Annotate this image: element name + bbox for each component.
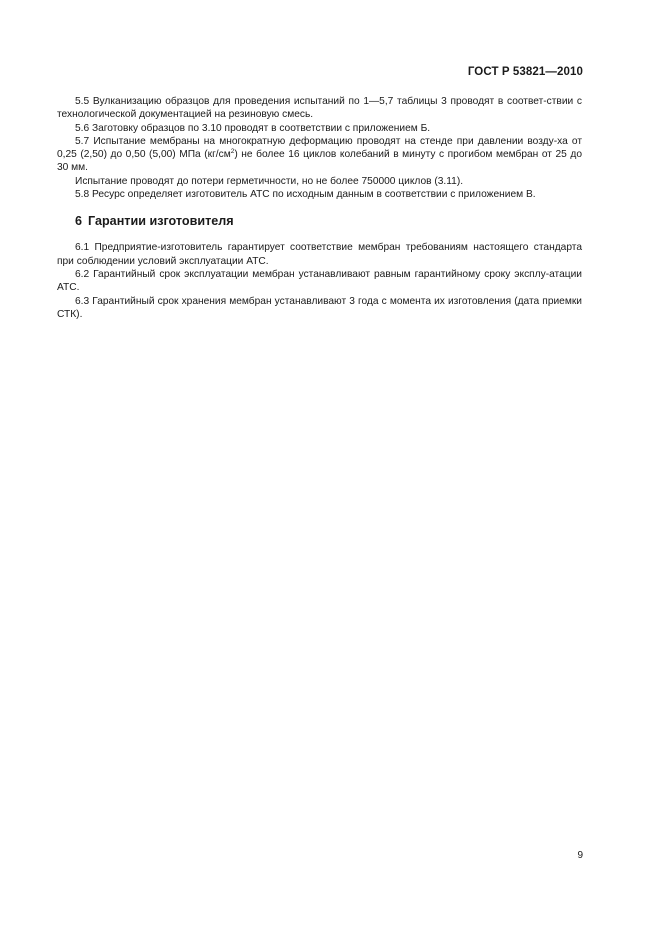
paragraph-5-8: 5.8 Ресурс определяет изготовитель АТС по исходным данным в соответствии с приложением В. [75,189,536,201]
page-number: 9 [577,850,583,861]
paragraph-5-6: 5.6 Заготовку образцов по 3.10 проводят в соответствии с приложением Б. [75,122,431,134]
paragraph-5-7 [57,135,582,175]
paragraph-6-2: 6.2 Гарантийный срок эксплуатации мембран устанавливают равным гарантийному сроку эксплу-атации АТС. [57,268,582,294]
paragraph-5-7-text-a: 5.7 Испытание мембраны на многократную деформацию проводят на стенде при давлении возду-ха от 0,25 (2,50) до 0,50 (5,00) МПа (кг/см [57,135,582,161]
paragraph-6-3: 6.3 Гарантийный срок хранения мембран устанавливают 3 года с момента их изготовления (дата приемки СТК). [57,295,582,320]
paragraph-6-1: 6.1 Предприятие-изготовитель гарантирует соответствие мембран требованиям настоящего стандарта при соблюдении условий эксплуатации АТС. [57,242,582,267]
paragraph-5-5: 5.5 Вулканизацию образцов для проведения испытаний по 1—5,7 таблицы 3 проводят в соответ-ствии с технологической документацией на резиновую смесь. [57,96,582,121]
paragraph-5-7-continuation: Испытание проводят до потери герметичности, но не более 750000 циклов (3.11). [75,175,464,187]
paragraph-5-7-text-b: ) не более 16 циклов колебаний в минуту с прогибом мембран от 25 до 30 мм. [57,149,582,174]
section-6-heading [57,214,582,229]
section-6-number: 6 [75,214,83,229]
document-body [57,95,582,321]
superscript-2: 2 [230,148,235,156]
section-6-title: Гарантии изготовителя [88,214,234,229]
document-code: ГОСТ Р 53821—2010 [467,66,583,78]
